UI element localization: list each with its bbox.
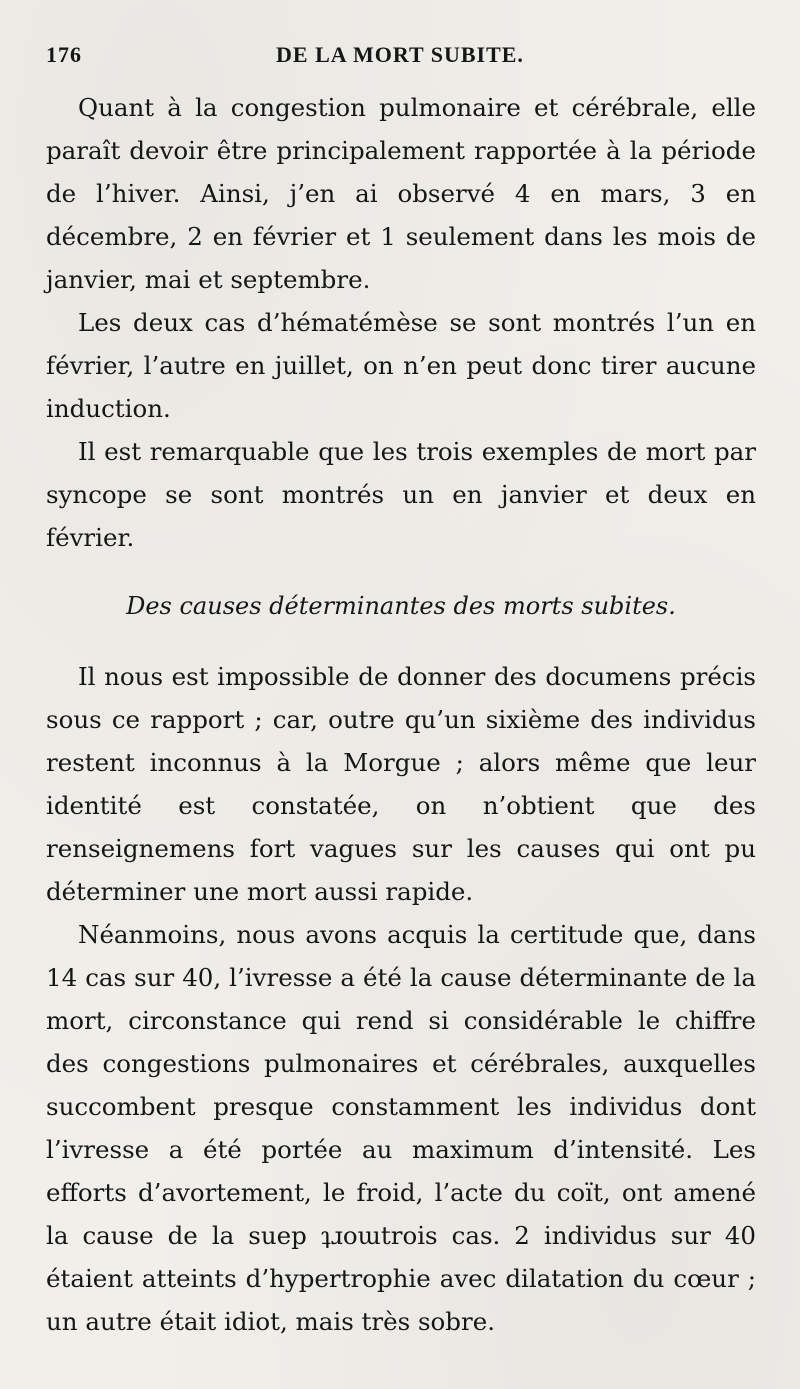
paragraph-congestion: Quant à la congestion pulmonaire et cérébrale, elle paraît devoir être principalement rapportée à la période de l’hiver. Ainsi, j’en ai observé 4 en mars, 3 en décembre, 2 en février et 1 seulement dans les mois de janvier, mai et septembre.	[46, 93, 756, 294]
section-heading: Des causes déterminantes des morts subites.	[126, 592, 676, 620]
paragraph-ivresse: Néanmoins, nous avons acquis la certitude que, dans 14 cas sur 40, l’ivresse a été la cause déterminante de la mort, circonstance qui rend si considérable le chiffre des congestions pulmonaires et cérébrales, auxquelles succombent presque constamment les individus dont l’ivresse a été portée au maximum d’intensité. Les efforts d’avortement, le froid, l’acte du coït, ont amené la cause de la suep ʇɹoɯtrois cas. 2 individus sur 40 étaient atteints d’hypertrophie avec dilatation du cœur ; un autre était idiot, mais très sobre.	[46, 920, 756, 1336]
page-body	[46, 86, 756, 1343]
paragraph-hematemese: Les deux cas d’hématémèse se sont montrés l’un en février, l’autre en juillet, on n’en peut donc tirer aucune induction.	[46, 308, 756, 423]
paragraph-syncope: Il est remarquable que les trois exemples de mort par syncope se sont montrés un en janvier et deux en février.	[46, 437, 756, 552]
page-number: 176	[46, 42, 82, 67]
paragraph-documents: Il nous est impossible de donner des documens précis sous ce rapport ; car, outre qu’un sixième des individus restent inconnus à la Morgue ; alors même que leur identité est constatée, on n’obtient que des renseignemens fort vagues sur les causes qui ont pu déterminer une mort aussi rapide.	[46, 662, 756, 906]
running-head	[46, 42, 754, 78]
running-title: DE LA MORT SUBITE.	[276, 42, 524, 67]
